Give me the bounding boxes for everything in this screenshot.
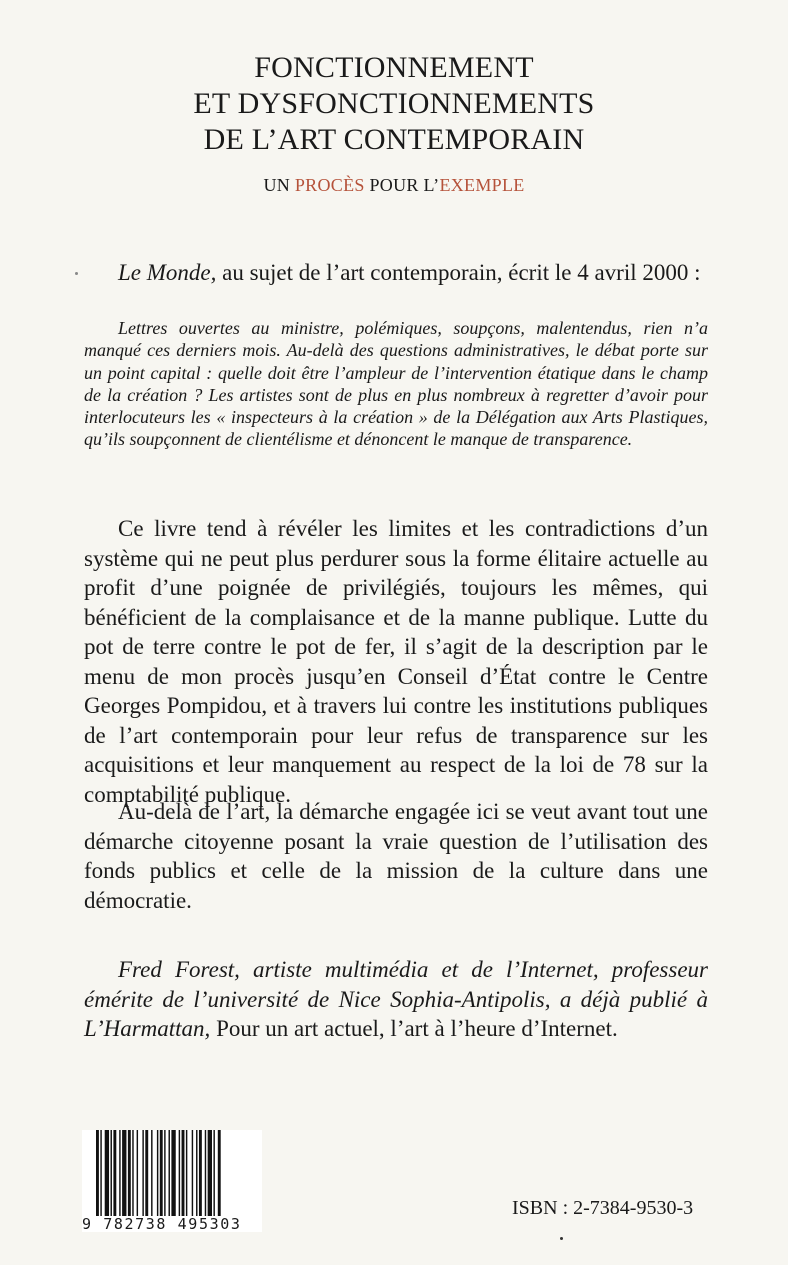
subtitle-part-3: POUR L’ [364,175,440,195]
barcode-stripe [113,1130,116,1216]
barcode-stripe [132,1130,133,1216]
paragraph-1: Ce livre tend à révéler les limites et les contradictions d’un système qui ne peut plus perdurer sous la forme élitaire actuelle au profit d’une poignée de privilégiés, toujours les mêmes, qui bénéficient de la complaisance et de la manne publique. Lutte du pot de terre contre le pot de fer, il s’agit de la description par le menu de mon procès jusqu’en Conseil d’État contre le Centre Georges Pompidou, et à travers lui contre les institutions publiques de l’art contemporain pour leur refus de transparence sur les acquisitions et leur manquement au respect de la loi de 78 sur la comptabilité publique. [84,516,708,807]
barcode-digits: 9 782738 495303 [82,1216,262,1232]
barcode-stripe [157,1130,158,1216]
subtitle-part-2: PROCÈS [294,175,365,195]
barcode-stripe [128,1130,131,1216]
barcode-stripe [196,1130,197,1216]
barcode-stripe [182,1130,185,1216]
intro-text: au sujet de l’art contemporain, écrit le 4 avril 2000 : [216,260,701,285]
isbn: ISBN : 2-7384-9530-3 [512,1197,694,1219]
barcode-stripe [100,1130,101,1226]
title-line-1: FONCTIONNEMENT [254,51,534,84]
title-line-2: ET DYSFONCTIONNEMENTS [193,87,595,120]
book-title [0,50,788,158]
barcode-stripe [179,1130,180,1216]
barcode-stripe [111,1130,112,1216]
intro-paragraph [84,258,708,287]
paragraph-2: Au-delà de l’art, la démarche engagée ici se veut avant tout une démarche citoyenne posant la vraie question de l’utilisation des fonds publics et celle de la mission de la culture dans une démocratie. [84,799,708,913]
barcode-stripe [218,1130,221,1226]
barcode-stripe [213,1130,214,1216]
barcode-stripe [137,1130,138,1216]
barcode-stripe [171,1130,175,1216]
intro-source: Le Monde, [118,260,217,285]
barcode-stripe [122,1130,126,1216]
barcode-stripe [164,1130,165,1216]
barcode [82,1130,262,1233]
subtitle-part-4: EXEMPLE [439,175,525,195]
speck [560,1237,563,1240]
title-line-3: DE L’ART CONTEMPORAIN [203,123,585,156]
speck [75,272,78,275]
barcode-stripe [105,1130,109,1216]
barcode-stripe [169,1130,170,1216]
barcode-stripe [96,1130,99,1226]
barcode-stripe [119,1130,120,1216]
author-titles: Pour un art actuel, l’art à l’heure d’Internet. [210,1016,618,1041]
barcode-stripe [192,1130,193,1216]
subtitle-part-1: UN [263,175,295,195]
quote-paragraph: Lettres ouvertes au ministre, polémiques, soupçons, malentendus, rien n’a manqué ces derniers mois. Au-delà des questions administratives, le débat porte sur un point capital : quelle doit être l’ampleur de l’intervention étatique dans le champ de la création ? Les artistes sont de plus en plus nombreux à regretter d’avoir pour interlocuteurs les « inspecteurs à la création » de la Délégation aux Arts Plastiques, qu’ils soupçonnent de clientélisme et dénoncent le manque de transparence. [84,318,708,450]
barcode-stripe [186,1130,187,1216]
barcode-stripe [205,1130,206,1216]
author-bio: Fred Forest, artiste multimédia et de l’Internet, professeur émérite de l’université de Nice Sophia-Antipolis, a déjà publié à L’Harmattan, [84,957,708,1041]
barcode-stripe [208,1130,212,1216]
barcode-stripe [199,1130,202,1216]
barcode-stripe [151,1130,152,1216]
book-subtitle [0,175,788,196]
barcode-stripe [160,1130,163,1226]
barcode-stripe [145,1130,148,1216]
barcode-stripe [142,1130,143,1216]
author-note [84,955,708,1044]
